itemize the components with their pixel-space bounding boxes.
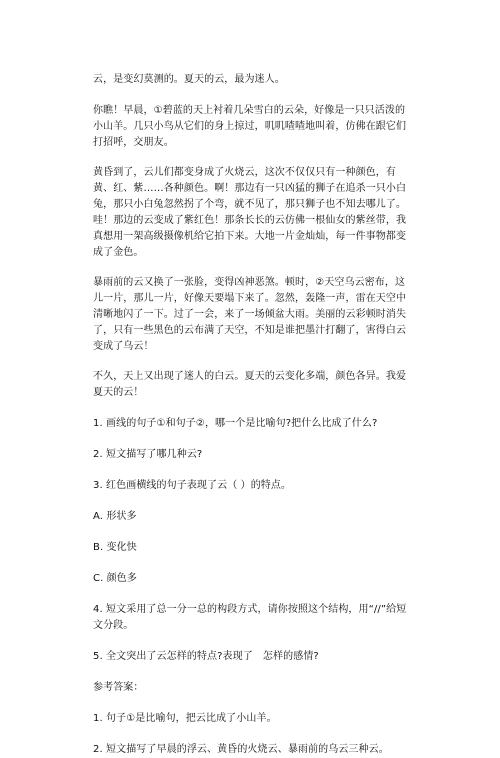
answers-title: 参考答案： — [93, 682, 144, 693]
question-5: 5. 全文突出了云怎样的特点?表现了 怎样的感情? — [93, 651, 319, 662]
question-3-option-c: C. 颜色多 — [93, 573, 137, 584]
answer-2: 2. 短文描写了早晨的浮云、黄昏的火烧云、暴雨前的乌云三种云。 — [93, 744, 389, 755]
question-4: 4. 短文采用了总一分一总的构段方式，请你按照这个结构，用“//”给短文分段。 — [93, 604, 407, 631]
document-page — [93, 72, 411, 758]
passage-paragraph-1: 云，是变幻莫测的。夏天的云，最为迷人。 — [93, 74, 285, 85]
passage-paragraph-5: 不久，天上又出现了迷人的白云。夏天的云变化多端，颜色各异。我爱夏天的云！ — [93, 371, 407, 398]
answer-1: 1. 句子①是比喻句，把云比成了小山羊。 — [93, 713, 277, 724]
passage-paragraph-3: 黄昏到了，云儿们都变身成了火烧云，这次不仅仅只有一种颜色，有黄、红、紫……各种颜色。啊！那边有一只凶猛的狮子在追杀一只小白兔，那只小白兔忽然拐了个弯，就不见了，那只狮子也不知去哪儿了。哇！那边的云变成了紫红色！那条长长的云仿佛一根仙女的紫丝带，我真想用一架高级摄像机给它拍下来。大地一片金灿灿，每一件事物都变成了金色。 — [93, 167, 407, 258]
question-2: 2. 短文描写了哪几种云? — [93, 449, 203, 460]
question-3-option-a: A. 形状多 — [93, 511, 137, 522]
question-1: 1. 画线的句子①和句子②，哪一个是比喻句?把什么比成了什么? — [93, 418, 378, 429]
passage-paragraph-4: 暴雨前的云又换了一张脸，变得凶神恶煞。顿时，②天空乌云密布，这儿一片，那儿一片，好像天要塌下来了。忽然，轰隆一声，雷在天空中清晰地闪了一下。过了一会，来了一场倾盆大雨。美丽的云彩顿时消失了，只有一些黑色的云布满了天空，不知是谁把墨汁打翻了，害得白云变成了乌云！ — [93, 277, 407, 352]
question-3-option-b: B. 变化快 — [93, 542, 137, 553]
question-3: 3. 红色画横线的句子表现了云（ ）的特点。 — [93, 480, 292, 491]
passage-paragraph-2: 你瞧！早晨，①碧蓝的天上衬着几朵雪白的云朵，好像是一只只活泼的小山羊。几只小鸟从它们的身上掠过，叽叽喳喳地叫着，仿佛在跟它们打招呼，交朋友。 — [93, 105, 407, 148]
